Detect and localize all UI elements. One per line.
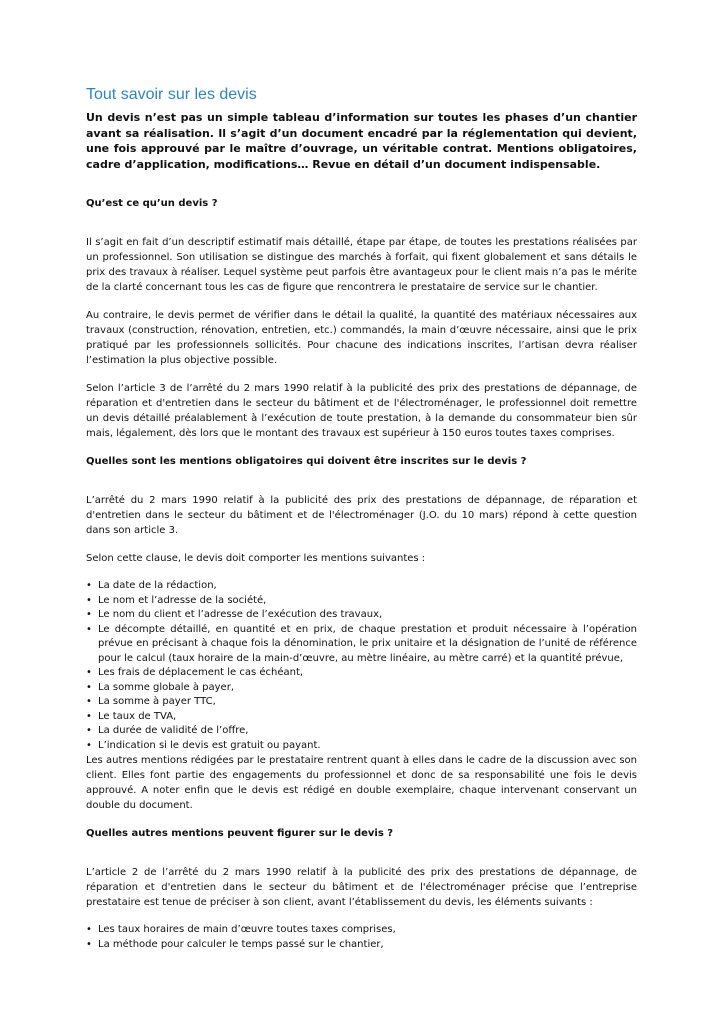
paragraph: Selon l’article 3 de l’arrêté du 2 mars 1990 relatif à la publicité des prix des prestations de dépannage, de réparation et d'entretien dans le secteur du bâtiment et de l'électroménager, le professionnel doit remettre un devis détaillé préalablement à l’exécution de toute prestation, à la demande du consommateur bien sûr mais, légalement, dès lors que le montant des travaux est supérieur à 150 euros toutes taxes comprises. (86, 383, 637, 439)
paragraph: Selon cette clause, le devis doit comporter les mentions suivantes : (86, 553, 426, 564)
paragraph: Les autres mentions rédigées par le prestataire rentrent quant à elles dans le cadre de la discussion avec son client. Elles font partie des engagements du professionnel et donc de sa responsabilité une fois le devis approuvé. A noter enfin que le devis est rédigé en double exemplaire, chaque intervenant conservant un double du document. (86, 755, 637, 811)
list-item (86, 695, 637, 710)
list-item-text: Le nom du client et l’adresse de l’exécution des travaux, (98, 609, 383, 620)
bullet-icon: • (86, 667, 92, 678)
list-item (86, 579, 637, 594)
list-item-text: La somme à payer TTC, (98, 696, 216, 707)
list-item (86, 594, 637, 609)
list-item-text: La date de la rédaction, (98, 580, 217, 591)
bullet-icon: • (86, 609, 92, 620)
list-item (86, 923, 637, 938)
paragraph: Il s’agit en fait d’un descriptif estimatif mais détaillé, étape par étape, de toutes les prestations réalisées par un professionnel. Son utilisation se distingue des marchés à forfait, qui fixent globalement et sans détails le prix des travaux à réaliser. Lequel système peut parfois être avantageux pour le client mais n’a pas le mérite de la clarté concernant tous les cas de figure que rencontrera le prestataire de service sur le chantier. (86, 237, 637, 293)
mandatory-mentions-list (86, 579, 637, 753)
section-heading-what-is-devis: Qu’est ce qu’un devis ? (86, 198, 218, 209)
list-item-text: L’indication si le devis est gratuit ou payant. (98, 739, 321, 751)
list-item (86, 681, 637, 696)
section-heading-other-mentions: Quelles autres mentions peuvent figurer sur le devis ? (86, 828, 394, 839)
document-page (86, 84, 637, 952)
document-title: Tout savoir sur les devis (86, 86, 257, 103)
list-item (86, 623, 637, 667)
list-item-text: Le décompte détaillé, en quantité et en prix, de chaque prestation et produit nécessaire à l’opération prévue en précisant à chaque fois la dénomination, le prix unitaire et la désignation de l’unité de référence pour le calcul (taux horaire de la main-d’œuvre, au mètre linéaire, au mètre carré) et la quantité prévue, (98, 623, 637, 664)
bullet-icon: • (86, 594, 92, 606)
paragraph: Au contraire, le devis permet de vérifier dans le détail la qualité, la quantité des matériaux nécessaires aux travaux (construction, rénovation, entretien, etc.) commandés, la main d’œuvre nécessaire, ainsi que le prix pratiqué par les professionnels sollicités. Pour chacune des indications inscrites, l’artisan devra réaliser l’estimation la plus objective possible. (86, 310, 637, 366)
paragraph: L’article 2 de l’arrêté du 2 mars 1990 relatif à la publicité des prix des prestations de dépannage, de réparation et d'entretien dans le secteur du bâtiment et de l'électroménager précise que l’entreprise prestataire est tenue de préciser à son client, avant l’établissement du devis, les éléments suivants : (86, 867, 637, 908)
list-item-text: Le nom et l’adresse de la société, (98, 594, 267, 606)
bullet-icon: • (86, 580, 92, 591)
bullet-icon: • (86, 681, 92, 693)
list-item (86, 710, 637, 725)
list-item-text: Les frais de déplacement le cas échéant, (98, 667, 304, 678)
list-item (86, 666, 637, 681)
document-lead: Un devis n’est pas un simple tableau d’information sur toutes les phases d’un chantier avant sa réalisation. Il s’agit d’un document encadré par la réglementation qui devient, une fois approuvé par le maître d’ouvrage, un véritable contrat. Mentions obligatoires, cadre d’application, modifications… Revue en détail d’un document indispensable. (86, 111, 637, 171)
bullet-icon: • (86, 924, 92, 935)
bullet-icon: • (86, 725, 92, 736)
bullet-icon: • (86, 938, 92, 950)
paragraph: L’arrêté du 2 mars 1990 relatif à la publicité des prix des prestations de dépannage, de réparation et d'entretien dans le secteur du bâtiment et de l'électroménager (J.O. du 10 mars) répond à cette question dans son article 3. (86, 495, 637, 536)
list-item-text: La somme globale à payer, (98, 681, 234, 693)
section-heading-mandatory-mentions: Quelles sont les mentions obligatoires qui doivent être inscrites sur le devis ? (86, 456, 527, 467)
bullet-icon: • (86, 623, 92, 635)
other-mentions-list (86, 923, 637, 952)
list-item (86, 739, 637, 754)
list-item (86, 608, 637, 623)
bullet-icon: • (86, 739, 92, 751)
bullet-icon: • (86, 696, 92, 707)
list-item-text: Le taux de TVA, (98, 710, 177, 722)
list-item-text: La méthode pour calculer le temps passé sur le chantier, (98, 938, 384, 950)
list-item (86, 938, 637, 953)
list-item-text: Les taux horaires de main d’œuvre toutes taxes comprises, (98, 924, 396, 935)
bullet-icon: • (86, 710, 92, 722)
list-item-text: La durée de validité de l’offre, (98, 725, 249, 736)
list-item (86, 724, 637, 739)
